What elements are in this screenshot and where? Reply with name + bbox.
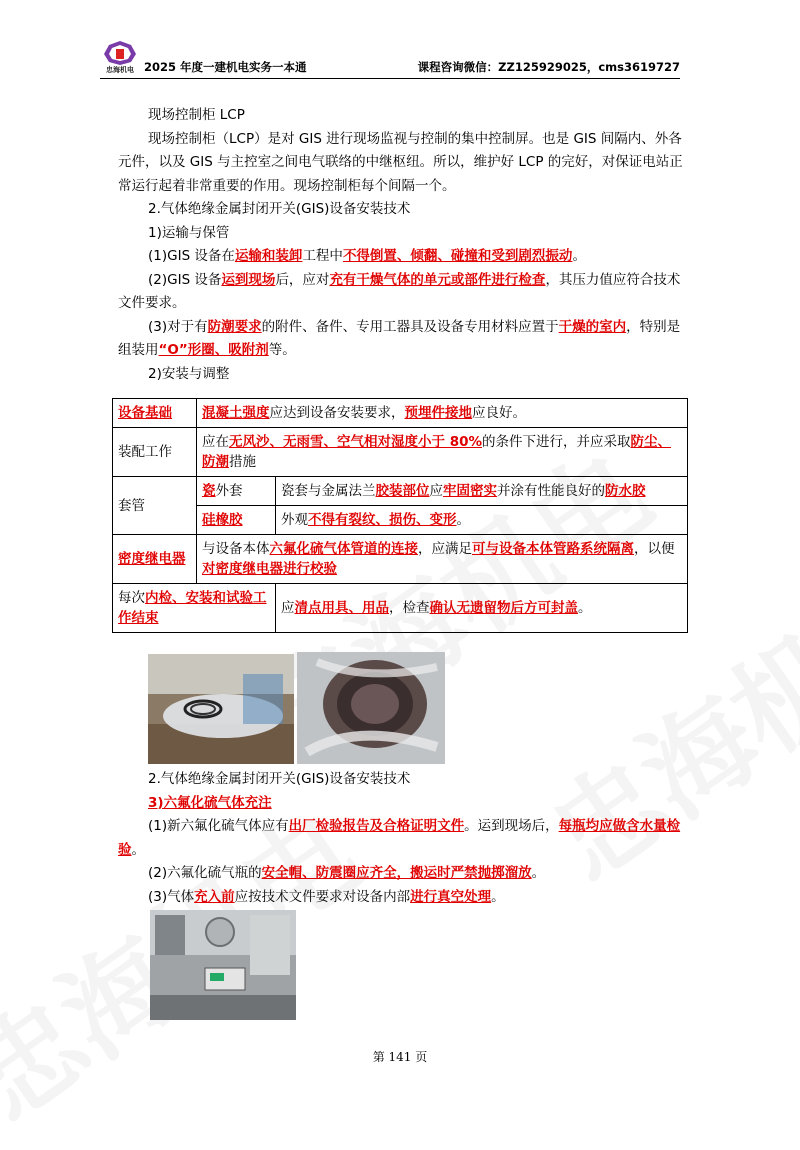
highlight: 牢固密实 xyxy=(443,483,497,499)
text: ，检查 xyxy=(389,600,430,616)
table-row xyxy=(113,584,688,633)
highlight: 防水胶 xyxy=(605,483,646,499)
text: 后，应对 xyxy=(275,271,330,288)
highlight: 3)六氟化硫气体充注 xyxy=(148,794,272,811)
paragraph-sf6-2 xyxy=(118,862,683,886)
row-label: 装配工作 xyxy=(113,428,197,477)
page-number: 第 141 页 xyxy=(372,1050,428,1064)
paragraph-1 xyxy=(118,245,683,269)
text: (2)六氟化硫气瓶的 xyxy=(148,865,262,881)
highlight: 内检、安装和试验工作结束 xyxy=(118,590,267,626)
highlight: 进行真空处理 xyxy=(410,888,492,905)
highlight: 确认无遗留物后方可封盖 xyxy=(429,600,578,616)
svg-text:忠海机电: 忠海机电 xyxy=(106,66,134,74)
highlight: 混凝土强度 xyxy=(202,405,270,421)
text: 应良好。 xyxy=(472,405,526,421)
photo-gis-components xyxy=(148,654,294,764)
highlight: 防尘、防潮 xyxy=(202,434,672,470)
paragraph-sf6-1 xyxy=(118,815,683,862)
text: (3)气体 xyxy=(148,888,195,905)
table-row xyxy=(113,428,688,477)
highlight: 对密度继电器进行校验 xyxy=(202,561,337,577)
text: 并涂有性能良好的 xyxy=(497,483,605,499)
highlight: 出厂检验报告及合格证明文件 xyxy=(288,818,465,834)
highlight: 六氟化硫气体管道的连接 xyxy=(269,541,418,557)
page-header xyxy=(100,40,680,79)
text: 。运到现场后， xyxy=(464,818,559,834)
highlight: 每瓶均应做含水量检验 xyxy=(118,818,681,858)
highlight: 硅橡胶 xyxy=(202,512,243,528)
highlight: 预埋件接地 xyxy=(404,405,472,421)
text: ，特别是组装用 xyxy=(118,318,681,358)
row-label: 套管 xyxy=(113,477,197,535)
brand-logo xyxy=(100,40,140,76)
text: 等。 xyxy=(268,342,296,358)
photo-vacuum-equipment xyxy=(150,910,296,1020)
highlight: 不得有裂纹、损伤、变形 xyxy=(308,512,457,528)
highlight: 密度继电器 xyxy=(118,551,186,567)
highlight: 可与设备本体管路系统隔离 xyxy=(472,541,634,557)
lcp-title: 现场控制柜 LCP xyxy=(148,107,245,123)
lcp-body: 现场控制柜（LCP）是对 GIS 进行现场监视与控制的集中控制屏。也是 GIS 间隔内、外各元件，以及 GIS 与主控室之间电气联络的中继枢纽。所以，维护好 LCP 的完好，对保证电站正常运行起着非常重要的作用。现场控制柜每个间隔一个。 xyxy=(118,130,683,194)
text: (3)对于有 xyxy=(148,318,208,335)
paragraph-sf6-3 xyxy=(118,886,683,910)
text: (1)新六氟化硫气体应有 xyxy=(148,818,289,834)
text: 的条件下进行，并应采取 xyxy=(482,434,631,450)
header-course-title: 2025 年度一建机电实务一本通 xyxy=(144,60,307,74)
text: 每次 xyxy=(118,590,145,606)
sub-label xyxy=(197,477,276,506)
text: 的附件、备件、专用工器具及设备专用材料应置于 xyxy=(261,318,559,335)
highlight: 防潮要求 xyxy=(207,318,262,335)
row-label xyxy=(113,535,197,584)
table-row xyxy=(113,506,688,535)
paragraph-2 xyxy=(118,269,683,316)
install-table xyxy=(112,398,688,633)
highlight: 清点用具、用品 xyxy=(294,600,389,616)
section-title: 2.气体绝缘金属封闭开关(GIS)设备安装技术 xyxy=(148,201,411,217)
text: 瓷套与金属法兰 xyxy=(281,483,376,499)
text: 措施 xyxy=(229,454,256,470)
text: 。 xyxy=(578,600,592,616)
text: 。 xyxy=(491,888,505,905)
sf6-section xyxy=(118,768,683,909)
paragraph-3 xyxy=(118,316,683,363)
text: 。 xyxy=(531,865,546,881)
highlight: 胶装部位 xyxy=(375,483,430,499)
text: ，以便 xyxy=(634,541,675,557)
table-row xyxy=(113,399,688,428)
highlight: 无风沙、无雨雪、空气相对湿度小于 80% xyxy=(229,434,483,450)
row-content xyxy=(197,399,688,428)
sub-label xyxy=(197,506,276,535)
header-contact: 课程咨询微信：ZZ125929025，cms3619727 xyxy=(417,60,680,74)
text: (1)GIS 设备在 xyxy=(148,248,235,264)
highlight: 充有干燥气体的单元或部件进行检查 xyxy=(329,271,546,288)
subsection-transport: 1)运输与保管 xyxy=(148,224,230,241)
highlight: 瓷 xyxy=(202,483,216,499)
highlight: 设备基础 xyxy=(118,405,172,421)
text: 应 xyxy=(281,600,295,616)
text: ，应满足 xyxy=(418,541,472,557)
highlight: “O”形圈、吸附剂 xyxy=(158,342,269,358)
row-label xyxy=(113,584,276,633)
text: 应达到设备安装要求， xyxy=(269,405,405,421)
text: 应在 xyxy=(202,434,229,450)
text: ，其压力值应符合技术文件要求。 xyxy=(118,271,681,311)
highlight: 干燥的室内 xyxy=(558,318,627,335)
highlight: 运输和装卸 xyxy=(234,248,303,264)
table-row xyxy=(113,535,688,584)
table-row xyxy=(113,477,688,506)
text: 应 xyxy=(429,483,443,499)
row-content xyxy=(276,584,688,633)
text: 与设备本体 xyxy=(202,541,270,557)
photo-gis-sealing xyxy=(297,652,445,764)
text: 。 xyxy=(572,248,586,264)
highlight: 运到现场 xyxy=(221,271,276,288)
intro-content xyxy=(118,104,683,386)
row-content xyxy=(276,477,688,506)
section-title: 2.气体绝缘金属封闭开关(GIS)设备安装技术 xyxy=(148,771,411,787)
text: 外套 xyxy=(215,483,243,499)
subsection-sf6 xyxy=(118,792,683,816)
highlight: 不得倒置、倾翻、碰撞和受到剧烈振动 xyxy=(342,248,573,264)
row-content xyxy=(197,428,688,477)
text: 外观 xyxy=(281,512,308,528)
subsection-install: 2)安装与调整 xyxy=(148,365,230,382)
highlight: 安全帽、防震圈应齐全，搬运时严禁抛掷溜放 xyxy=(261,865,532,881)
text: 。 xyxy=(131,841,145,858)
highlight: 充入前 xyxy=(194,888,235,905)
text: (2)GIS 设备 xyxy=(148,271,222,288)
row-label xyxy=(113,399,197,428)
text: 应按技术文件要求对设备内部 xyxy=(234,888,411,905)
text: 。 xyxy=(456,512,470,528)
text: 工程中 xyxy=(302,248,343,264)
row-content xyxy=(197,535,688,584)
row-content xyxy=(276,506,688,535)
